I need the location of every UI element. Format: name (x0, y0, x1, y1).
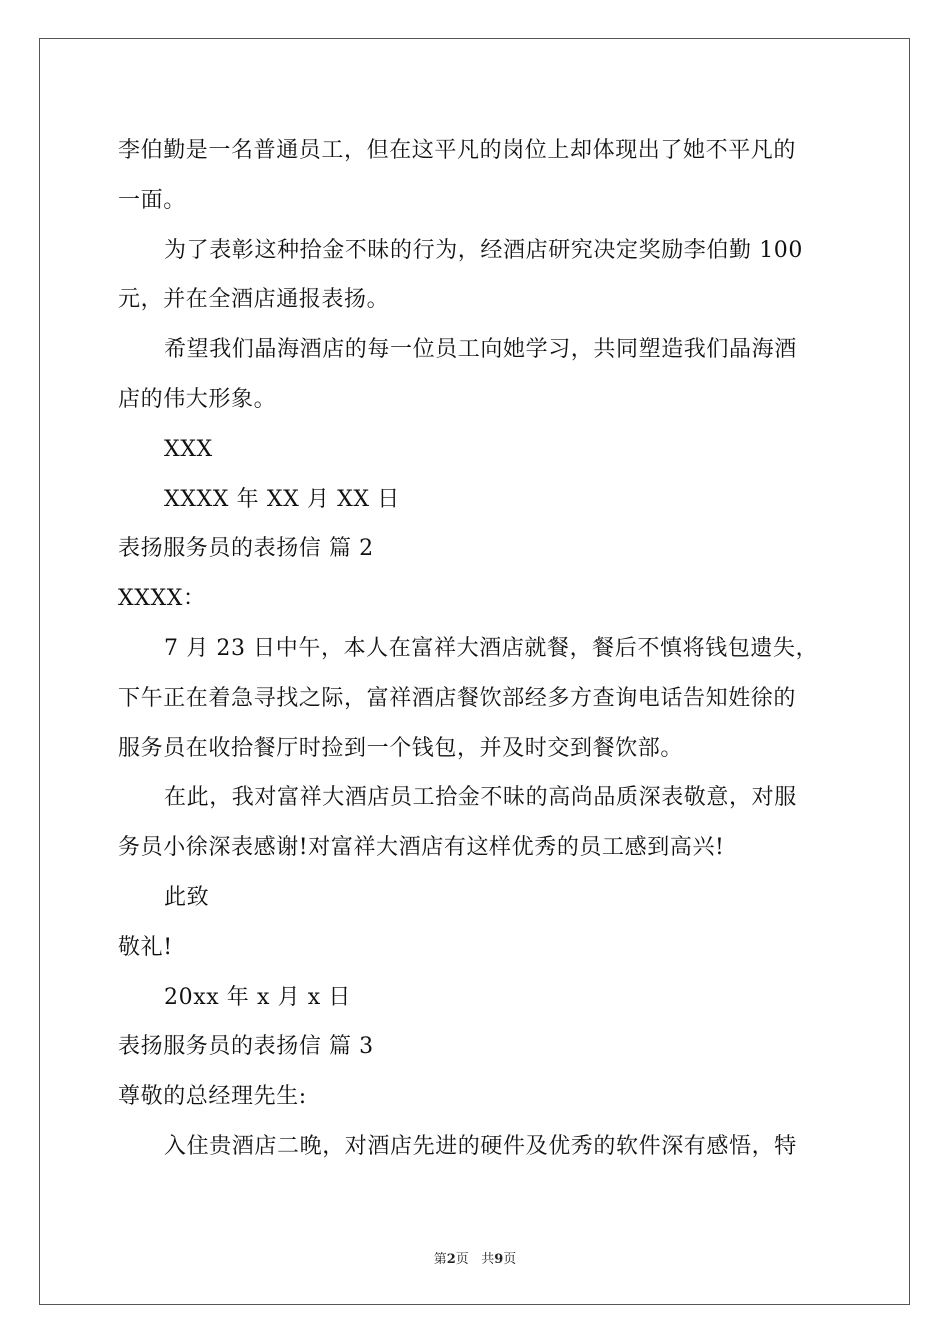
total-label-suffix: 页 (503, 1252, 517, 1267)
signature-date: XXXX 年 XX 月 XX 日 (164, 486, 400, 512)
document-body (118, 126, 838, 1172)
text-line: 元，并在全酒店通报表扬。 (118, 287, 390, 313)
salutation: XXXX： (118, 586, 206, 612)
text-line: 为了表彰这种拾金不昧的行为，经酒店研究决定奖励李伯勤 100 (164, 237, 803, 263)
page-label-prefix: 第 (433, 1252, 447, 1267)
text-line: 7 月 23 日中午，本人在富祥大酒店就餐，餐后不慎将钱包遗失， (164, 635, 819, 661)
text-line: 李伯勤是一名普通员工，但在这平凡的岗位上却体现出了她不平凡的 (118, 138, 797, 163)
total-pages-number: 9 (494, 1252, 504, 1267)
page-footer (0, 1248, 950, 1267)
text-line: 入住贵酒店二晚，对酒店先进的硬件及优秀的软件深有感悟，特 (164, 1133, 797, 1159)
signature-date: 20xx 年 x 月 x 日 (164, 984, 351, 1010)
total-label-prefix: 共 (481, 1252, 495, 1267)
text-line: 一面。 (118, 187, 186, 213)
page-label-suffix: 页 (455, 1252, 469, 1267)
text-line: 店的伟大形象。 (118, 386, 277, 412)
text-line: 务员小徐深表感谢!对富祥大酒店有这样优秀的员工感到高兴! (118, 835, 725, 861)
current-page-number: 2 (446, 1252, 456, 1267)
section-heading: 表扬服务员的表扬信 篇 3 (118, 1034, 374, 1060)
text-line: 下午正在着急寻找之际，富祥酒店餐饮部经多方查询电话告知姓徐的 (118, 685, 797, 711)
text-line: 在此，我对富祥大酒店员工拾金不昧的高尚品质深表敬意，对服 (164, 785, 797, 811)
salutation: 尊敬的总经理先生: (118, 1084, 307, 1110)
closing: 此致 (164, 884, 210, 910)
signature-name: XXX (164, 436, 213, 462)
closing: 敬礼! (118, 934, 173, 960)
section-heading: 表扬服务员的表扬信 篇 2 (118, 536, 374, 562)
text-line: 希望我们晶海酒店的每一位员工向她学习，共同塑造我们晶海酒 (164, 337, 797, 363)
text-line: 服务员在收拾餐厅时捡到一个钱包，并及时交到餐饮部。 (118, 735, 684, 761)
